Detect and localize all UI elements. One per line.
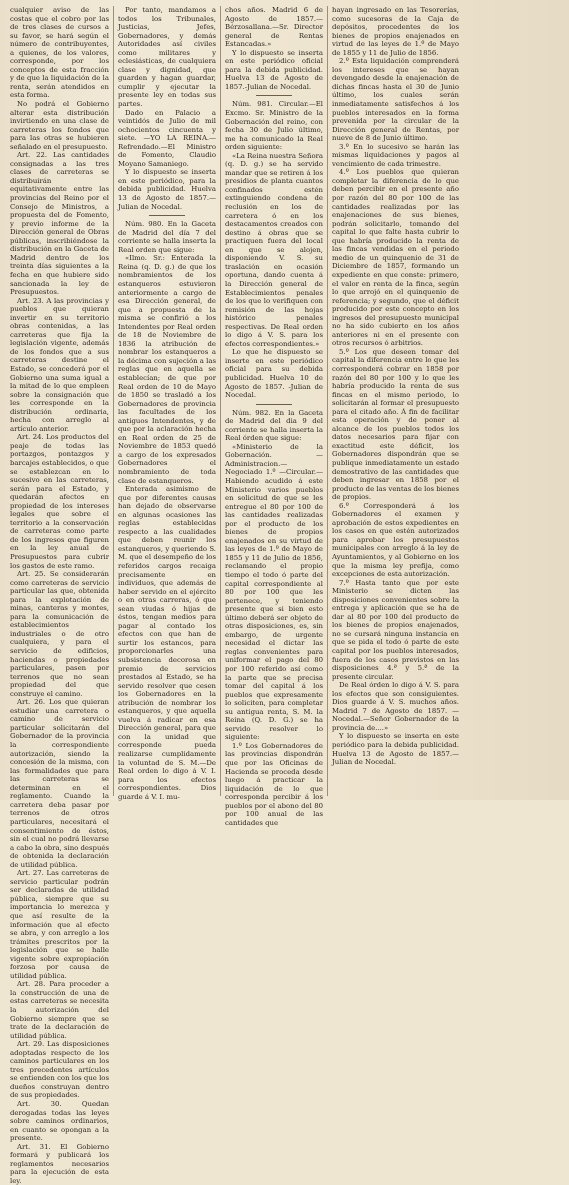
paragraph: Art. 29. Las disposiciones adoptadas respecto de los caminos particulares en los tres precedentes artículos se entienden con los que los dueños construyan dentro de sus propiedades. xyxy=(10,1040,109,1100)
section-divider xyxy=(256,95,292,96)
paragraph: Y lo dispuesto se inserta en este periódico oficial para la debida publicidad. Huelva 13 de Agosto de 1857.-Julian de Nocedal. xyxy=(225,48,323,91)
paragraph: «Ilmo. Sr.: Enterada la Reina (q. D. g.) de que los nombramientos de los estanqueros estuvieron anteriormente a cargo de esa Dirección general, de que a propuesta de la misma se confirió a los Intendentes por Real orden de 18 de Noviembre de 1836 la atribución de nombrar los estanqueros a la décima con sujeción a las reglas que en aquella se establecían; de que por Real orden de 10 de Mayo de 1850 se trasladó a los Gobernadores de provincia las facultades de los antiguos Intendentes, y de que por la aclaración hecha en Real orden de 25 de Noviembre de 1853 quedó a cargo de los expresados Gobernadores el nombramiento de toda clase de estanqueros. xyxy=(118,254,216,485)
paragraph: De Real órden lo digo á V. S. para los efectos que son consiguientes. Dios guarde á V. S. muchos años. Madrid 7 de Agosto de 1857. —Nocedal.—Señor Gobernador de la provincia de....» xyxy=(332,681,459,732)
section-divider xyxy=(149,215,185,216)
column-2 xyxy=(113,6,220,801)
paragraph: Art. 31. El Gobierno formará y publicará los reglamentos necesarios para la ejecución de esta ley. xyxy=(10,1142,109,1185)
paragraph: 3.º En lo sucesivo se harán las mismas liquidaciones y pagos al vencimiento de cada trimestre. xyxy=(332,142,459,168)
paragraph: Núm. 982. En la Gaceta de Madrid del dia 9 del corriente se halla inserta la Real órden que sigue: xyxy=(225,408,323,443)
paragraph: Lo que he dispuesto se inserte en este periódico oficial para su debida publicidad. Huelva 10 de Agosto de 1857. -Julian de Nocedal. xyxy=(225,348,323,400)
paragraph: «Ministerio de la Gobernación. —Administracion.—Negociado 1.º —Circular.—Habiendo acudido á este Ministerio varios pueblos en solicitud de que se les entregue el 80 por 100 de las cantidades realizadas por el producto de los bienes de propios enajenados en su virtud de las leyes de 1.º de Mayo de 1855 y 11 de Julio de 1856, reclamando el propio tiempo el todo ó parte del capital correspondiente al 80 por 100 que les pertenece, y teniendo presente que si bien esto último deberá ser objeto de otras disposiciones, es, sin embargo, de urgente necesidad el dictar las reglas convenientes para uniformar el pago del 80 por 100 referido así como la parte que se precisa tomar del capital á los pueblos que expresamente lo soliciten, para completar su antigua renta, S. M. la Reina (Q. D. G.) se ha servido resolver lo siguiente: xyxy=(225,442,323,742)
paragraph: 5.º Los que deseen tomar del capital la diferencia entre lo que les corresponderá cobrar en 1858 por razón del 80 por 100 y lo que les habría producido la renta de sus fincas en el mismo periodo, lo solicitarán al formar el presupuesto para el citado año. Á fin de facilitar esta operación y de poner al alcance de los pueblos todos los datos necesarios para fijar con exactitud este déficit, los Gobernadores dispondrán que se publique inmediatamente un estado demostrativo de las cantidades que deben ingresar en 1858 por el producto de las ventas de los bienes de propios. xyxy=(332,347,459,502)
paragraph: Por tanto, mandamos a todos los Tribunales, Justicias, Jefes, Gobernadores, y demás Autoridades así civiles como militares y eclesiásticas, de cualquiera clase y dignidad, que guarden y hagan guardar, cumplir y ejecutar la presente ley en todas sus partes. xyxy=(118,6,216,109)
paragraph: 6.º Corresponderá á los Gobernadores el examen y aprobación de estos expedientes en los casos en que estén autorizados para aprobar los presupuestos municipales con arreglo á la ley de Ayuntamientos, y al Gobierno en los que la misma ley prefija, como excepciones de esta autorización. xyxy=(332,501,459,579)
paragraph: No podrá el Gobierno alterar esta distribución invirtiendo en una clase de carreteras los fondos que para las otras se hubieren señalado en el presupuesto. xyxy=(10,100,109,151)
paragraph: Núm. 981. Circular.—El Excmo. Sr. Ministro de la Gobernación del reino, con fecha 30 de Julio último, me ha comunicado la Real orden siguiente: xyxy=(225,100,323,152)
paragraph: «La Reina nuestra Señora (q. D. g.) se ha servido mandar que se retiren á los presidios de planta cuantos confinados estén extinguiendo condena de reclusión en los de carretera ó en los destacamentos creados con destino á obras que se practiquen fuera del local en que se alojen, disponiendo V. S. su traslación en ocasión oportuna, dando cuenta á la Dirección general de Establecimientos penales de los que lo verifiquen con remisión de las hojas histórico penales respectivas. De Real orden lo digo á V. S. para los efectos correspondientes.» xyxy=(225,151,323,348)
paragraph: Núm. 980. En la Gaceta de Madrid del día 7 del corriente se halla inserta la Real orden que sigue: xyxy=(118,220,216,254)
paragraph: cualquier aviso de las costas que el cobro por las de tres clases de cursos a su favor, se hará según el número de contribuyentes, a quienes, de los valores, corresponde, por los conceptos de esta fracción y de que la liquidación de la renta, serán atendidos en esta forma. xyxy=(10,6,109,100)
column-1 xyxy=(6,6,113,1185)
paragraph: Y lo dispuesto se inserta en este periódico para la debida publicidad. Huelva 13 de Agosto de 1857.—Julian de Nocedal. xyxy=(332,732,459,767)
section-divider xyxy=(256,404,292,405)
paragraph: Art. 24. Los productos del peaje de todas las portazgos, pontazgos y barcajes establecidos, o que se establezcan en lo sucesivo en las carreteras, serán para el Estado, y quedarán afectos en propiedad de los intereses legales que sobre el territorio a la conservación de carreteras como parte de los ingresos que figuren en la ley anual de Presupuestos para cubrir los gastos de este ramo. xyxy=(10,433,109,570)
paragraph: Art. 28. Para proceder a la construcción de una de estas carreteras se necesita la autorización del Gobierno siempre que se trate de la declaración de utilidad pública. xyxy=(10,980,109,1040)
column-3 xyxy=(220,6,327,827)
paragraph: hayan ingresado en las Tesorerías, como sucesoras de la Caja de depósitos, procedentes de los bienes de propios enajenados en virtud de las leyes de 1.º de Mayo de 1855 y 11 de Julio de 1856. xyxy=(332,6,459,57)
paragraph: Art. 25. Se considerarán como carreteras de servicio particular las que, obtenida para la explotación de minas, canteras y montes, para la comunicación de establecimientos industriales o de otro cualquiera, y para el servicio de edificios, haciendas o propiedades particulares, pasen por terrenos que no sean propiedad del que construye el camino. xyxy=(10,570,109,698)
paragraph: Art. 27. Las carreteras de servicio particular podrán ser declaradas de utilidad pública, siempre que su importancia lo merezca y que así resulte de la información que al efecto se abra, y con arreglo a los trámites prescritos por la legislación que se halle vigente sobre expropiación forzosa por causa de utilidad pública. xyxy=(10,869,109,980)
paragraph: Enterada asimismo de que por diferentes causas han dejado de observarse en algunas ocasiones las reglas establecidas respecto a las cualidades que deben reunir los estanqueros, y queriendo S. M. que el desempeño de los referidos cargos recaiga precisamente en individuos, que además de haber servido en el ejército o en otras carreras, ó que sean viudas ó hijas de éstos, tengan medios para pagar al contado los efectos con que han de surtir los estancos, para proporcionarles una subsistencia decorosa en premio de servicios prestados al Estado, se ha servido resolver que cesen los Gobernadores en la atribución de nombrar los estanqueros, y que aquella vuelva á radicar en esa Dirección general, para que con la unidad que corresponde pueda realizarse cumplidamente la voluntad de S. M.—De Real orden lo digo á V. I. para los efectos correspondientes. Dios guarde á V. I. mu- xyxy=(118,485,216,801)
paragraph: 7.º Hasta tanto que por este Ministerio se dicten las disposiciones convenientes sobre la entrega y aplicación que se ha de dar al 80 por 100 del producto de los bienes de propios enajenados, no se cursará ninguna instancia en que se pida el todo ó parte de este capital por los pueblos interesados, fuera de los casos previstos en las disposiciones 4.ª y 5.ª de la presente circular. xyxy=(332,578,459,681)
column-4 xyxy=(327,6,463,796)
paragraph: Y lo dispuesto se inserta en este periódico, para la debida publicidad. Huelva 13 de Agosto de 1857.—Julian de Nocedal. xyxy=(118,168,216,211)
paragraph: 1.º Los Gobernadores de las provincias dispondrán que por las Oficinas de Hacienda se proceda desde luego á practicar la liquidación de lo que corresponda percibir á los pueblos por el abono del 80 por 100 anual de las cantidades que xyxy=(225,741,323,827)
paragraph: Art. 26. Los que quieran estudiar una carretera o camino de servicio particular solicitarán del Gobernador de la provincia la correspondiente autorización, siendo la concesión de la misma, con las formalidades que para las carreteras se determinan en el reglamento. Cuando la carretera deba pasar por terrenos de otros particulares, necesitará el consentimiento de éstos, sin el cual no podrá llevarse a cabo la obra, sino después de obtenida la declaración de utilidad pública. xyxy=(10,698,109,869)
paragraph: Dado en Palacio a veintidós de Julio de mil ochocientos cincuenta y siete. —YO LA REINA.—Refrendado.—El Ministro de Fomento, Claudio Moyano Samaniego. xyxy=(118,108,216,168)
paragraph: 4.º Los pueblos que quieran completar la diferencia de lo que deben percibir en el presente año por razón del 80 por 100 de las cantidades realizadas por las enajenaciones de sus bienes, podrán solicitarlo, tomando del capital lo que falte hasta cubrir lo que habría producido la renta de las fincas vendidas en el periodo medio de un quinquenio de 31 de Diciembre de 1857, formando un expediente en que conste: primero, el valor en renta de la finca, según lo que arrojó en el quinquenio de referencia; y segundo, que el déficit producido por este concepto en los ingresos del presupuesto municipal no ha sido cubierto en los años anteriores ni en el presente con otros recursos ó arbitrios. xyxy=(332,168,459,348)
paragraph: Art. 22. Las cantidades consignadas a las tres clases de carreteras se distribuirán equitativamente entre las provincias del Reino por el Consejo de Ministros, a propuesta del de Fomento, y previo informe de la Dirección general de Obras públicas, inscribiéndose la distribución en la Gaceta de Madrid dentro de los treinta días siguientes a la fecha en que hubiere sido sancionada la ley de Presupuestos. xyxy=(10,151,109,297)
paragraph: Art. 30. Quedan derogadas todas las leyes sobre caminos ordinarios, en cuanto se opongan a la presente. xyxy=(10,1100,109,1143)
paragraph: Art. 23. A las provincias y pueblos que quieran invertir en su territorio obras contenidas, a las carreteras que fija la legislación vigente, además de los fondos que a sus carreteras destine el Estado, se concederá por el Gobierno una suma igual a la mitad de lo que empleen sobre la consignación que les corresponde en la distribución ordinaria, hecha con arreglo al artículo anterior. xyxy=(10,296,109,433)
paragraph: chos años. Madrid 6 de Agosto de 1857.—Bérzosallana.—Sr. Director general de Rentas Estancadas.» xyxy=(225,6,323,49)
paragraph: 2.º Esta liquidación comprenderá los intereses que se hayan devengado desde la enajenación de dichas fincas hasta el 30 de Junio último, los cuales serán inmediatamente satisfechos á los pueblos interesados en la forma prevenida por la circular de la Dirección general de Rentas, por nueve de 8 de Junio último. xyxy=(332,57,459,143)
